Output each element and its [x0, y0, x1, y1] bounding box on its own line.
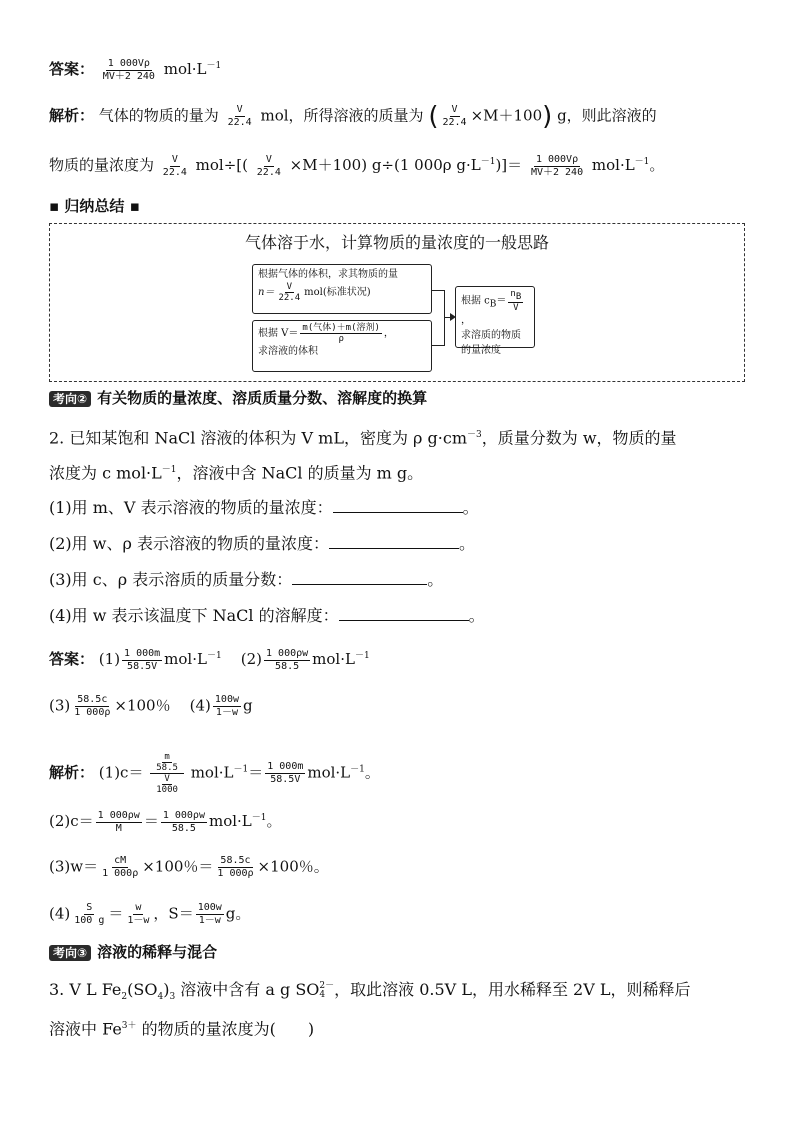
flow-box-solution-volume: 根据 V＝ $\frac{\text{m(气体)＋m(溶剂)}}{\rho}$ ， 求溶液的体积 [252, 320, 432, 372]
q1-answer: 答案： $\frac{1 000V\rho}{MV+2 240}$ $mol\cdot L^{-1}$ [49, 57, 222, 82]
q3-line2: 溶液中 $Fe^{3+}$ 的物质的量浓度为( ) [49, 1019, 315, 1039]
q2-stem-line1: 2. 已知某饱和 NaCl 溶液的体积为 V mL，密度为 ρ $g\cdot cm^{-3}$，质量分数为 w，物质的量 [49, 428, 677, 448]
k3-heading [49, 942, 217, 962]
answer-label: 答案： [49, 60, 95, 78]
q2-answers-line1: 答案： (1) $\frac{1 000m}{58.5V}$ $mol\cdot L^{-1}$ (2) $\frac{1 000\rho w}{58.5}$ $mol\cdot L^{-1}$ [49, 647, 370, 672]
q2-sub1: (1)用 m、V 表示溶液的物质的量浓度： 。 [49, 498, 479, 517]
q2-sub4: (4)用 w 表示该温度下 NaCl 的溶解度： 。 [49, 606, 485, 625]
q2-analysis-1: 解析： (1)c＝ $\frac{\frac{m}{58.5}}{\frac{V}{1000}}$ $mol\cdot L^{-1}=$ $\frac{1 000m}{58.5V}$ $mol\cdot L^{-1}$。 [49, 752, 380, 795]
k3-title: 溶液的稀释与混合 [97, 943, 218, 961]
connector-top [432, 290, 444, 291]
q3-line1: 3. V L $Fe_2(SO_4)_3$ 溶液中含有 a g SO 2－ 4 ，取此溶液 0.5V L，用水稀释至 2V L，则稀释后 [49, 980, 691, 1003]
connector-vertical [444, 290, 445, 346]
q1-analysis-line2: 物质的量浓度为 $\frac{V}{22.4}$ mol÷[( $\frac{V}{22.4}$ ×M＋100) g÷(1 000ρ $g\cdot L^{-1})]=$ $\frac{1 000V\rho}{MV+2 240}$ $mol\cdot L^{-1}$。 [49, 153, 665, 178]
summary-heading: ▪ 归纳总结 ▪ [49, 197, 140, 215]
analysis-label: 解析： [49, 106, 95, 125]
q2-analysis-2: (2)c＝ $\frac{1 000\rho w}{M}$ ＝ $\frac{1 000\rho w}{58.5}$ $mol\cdot L^{-1}$。 [49, 809, 282, 834]
answer-blank-2[interactable] [329, 534, 459, 549]
answer-blank-4[interactable] [339, 606, 469, 621]
summary-box [49, 223, 745, 382]
summary-title: 气体溶于水，计算物质的量浓度的一般思路 [244, 233, 549, 252]
q2-analysis-3: (3)w＝ $\frac{cM}{1 000\rho}$ ×100％＝ $\frac{58.5c}{1 000\rho}$ ×100％。 [49, 855, 329, 879]
q2-analysis-4: (4) $\frac{S}{100 g}$ ＝ $\frac{w}{1-w}$ ，S＝ $\frac{100w}{1-w}$ g。 [49, 902, 251, 926]
flow-box-concentration: 根据 $c_B=$ $\frac{n_B}{V}$ ， 求溶质的物质 的量浓度 [455, 286, 535, 348]
q1-analysis-line1: 解析： 气体的物质的量为 $\frac{V}{22.4}$ mol，所得溶液的质量为 ( $\frac{V}{22.4}$ ×M＋100) g，则此溶液的 [49, 101, 657, 132]
answer-fraction: $\frac{1 000V\rho}{MV+2 240}$ [102, 57, 155, 82]
q2-sub3: (3)用 c、ρ 表示溶质的质量分数： 。 [49, 570, 444, 589]
q2-answers-line2: (3) $\frac{58.5c}{1 000\rho}$ ×100％ (4) $\frac{100w}{1-w}$ g [49, 694, 253, 718]
flow-box-gas-moles: 根据气体的体积，求其物质的量 n＝ $\frac{V}{22.4}$ mol(标准状况) [252, 264, 432, 314]
k2-tag: 考向② [49, 391, 91, 407]
k2-heading [49, 388, 427, 408]
k3-tag: 考向③ [49, 945, 91, 961]
answer-blank-3[interactable] [292, 570, 427, 585]
q2-stem-line2: 浓度为 c $mol\cdot L^{-1}$，溶液中含 NaCl 的质量为 m g。 [49, 463, 424, 483]
k2-title: 有关物质的量浓度、溶质质量分数、溶解度的换算 [97, 389, 428, 407]
connector-bottom [432, 345, 444, 346]
q2-sub2: (2)用 w、ρ 表示溶液的物质的量浓度： 。 [49, 534, 475, 553]
answer-blank-1[interactable] [333, 498, 463, 513]
